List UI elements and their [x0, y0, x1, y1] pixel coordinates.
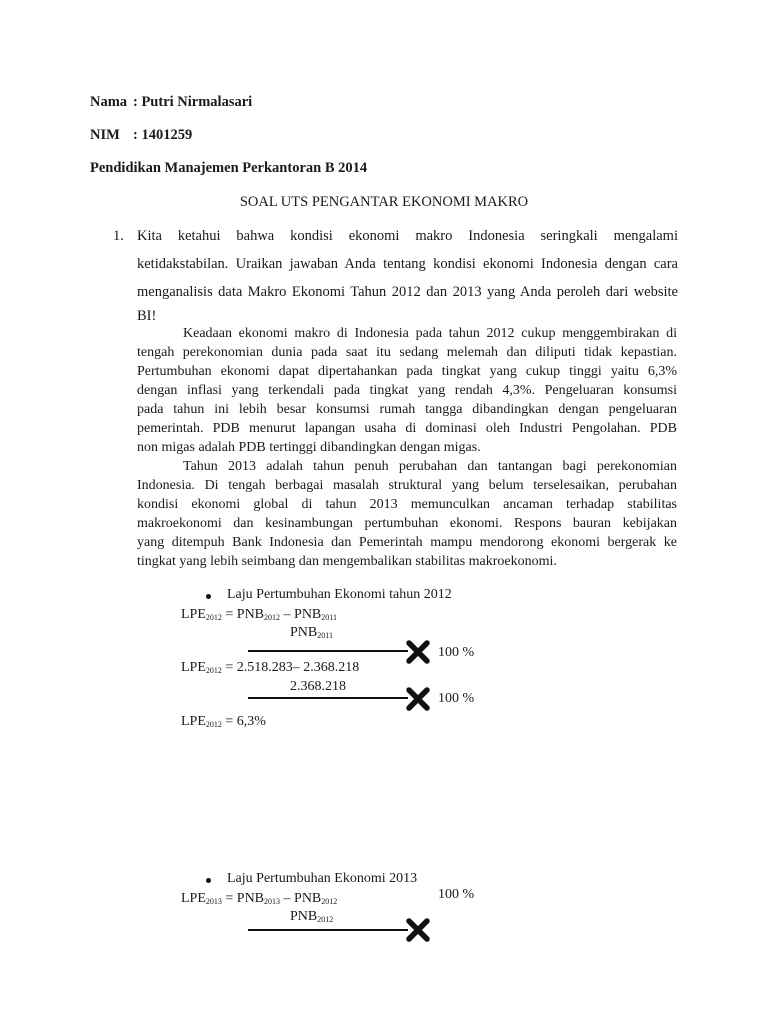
fraction-line — [248, 697, 408, 699]
paragraph-line: pemerintah. PDB menurut lapangan usaha di dominasi oleh Industri Pengolahan. PDB — [137, 421, 677, 436]
bullet-heading-2012: Laju Pertumbuhan Ekonomi tahun 2012 — [227, 587, 452, 602]
percent-label: 100 % — [438, 645, 475, 660]
formula-2012-values: $LPE_{2012} = 2.518.283-$ 2.368.218 — [181, 660, 360, 675]
formula-2012-result: $LPE_{2012} = 6,3\%$ — [181, 714, 266, 729]
question-line: Kita ketahui bahwa kondisi ekonomi makro Indonesia seringkali mengalami — [137, 228, 678, 244]
multiply-x-icon — [406, 918, 430, 942]
question-line: BI! — [137, 308, 157, 324]
paragraph-line: Indonesia. Di tengah berbagai masalah struktural yang belum terselesaikan, perubahan — [137, 478, 677, 493]
bullet-dot — [206, 878, 211, 883]
fraction-line — [248, 650, 408, 652]
bullet-dot — [206, 594, 211, 599]
paragraph-line: yang ditempuh Bank Indonesia dan Pemerintah mampu mendorong ekonomi bergerak ke — [137, 535, 677, 550]
paragraph-line: kondisi ekonomi global di tahun 2013 memunculkan ancaman terhadap stabilitas — [137, 497, 677, 512]
program-line: Pendidikan Manajemen Perkantoran B 2014 — [90, 160, 368, 176]
question-number: 1. — [113, 228, 124, 244]
percent-label: 100 % — [438, 691, 475, 706]
paragraph-line: makroekonomi dan kesinambungan pertumbuhan ekonomi. Respons bauran kebijakan — [137, 516, 677, 531]
question-line: menganalisis data Makro Ekonomi Tahun 2012 dan 2013 yang Anda peroleh dari website — [137, 284, 678, 300]
nim-label: NIM — [90, 127, 120, 143]
formula-2013-numerator: $LPE_{2013} = PNB_{2013} - PNB_{2012}$ — [181, 891, 338, 906]
paragraph-line: tingkat yang lebih seimbang dan mengembalikan stabilitas makroekonomi. — [137, 554, 557, 569]
formula-2012-denominator: $PNB_{2011}$ — [290, 625, 333, 640]
bullet-heading-2013: Laju Pertumbuhan Ekonomi 2013 — [227, 871, 418, 886]
paragraph-line: Pertumbuhan ekonomi dapat dipertahankan pada tingkat yang cukup tinggi yaitu 6,3% — [137, 364, 677, 379]
paragraph-line: Tahun 2013 adalah tahun penuh perubahan dan tantangan bagi perekonomian — [183, 459, 677, 474]
paragraph-line: non migas adalah PDB tertinggi dibandingkan dengan migas. — [137, 440, 481, 455]
paragraph-line: pada tahun ini lebih besar konsumsi rumah tangga dibandingkan dengan pengeluaran — [137, 402, 677, 417]
paragraph-line: dengan inflasi yang terkendali pada tingkat yang rendah 4,3%. Pengeluaran konsumsi — [137, 383, 677, 398]
name-value: : Putri Nirmalasari — [133, 94, 253, 110]
formula-2012-numerator: $LPE_{2012} = PNB_{2012} - PNB_{2011}$ — [181, 607, 337, 622]
question-line: ketidakstabilan. Uraikan jawaban Anda tentang kondisi ekonomi Indonesia dengan cara — [137, 256, 678, 272]
paragraph-line: tengah perekonomian dunia pada saat itu sedang melemah dan diliputi tidak kepastian. — [137, 345, 677, 360]
percent-label: 100 % — [438, 887, 475, 902]
multiply-x-icon — [406, 687, 430, 711]
paragraph-line: Keadaan ekonomi makro di Indonesia pada tahun 2012 cukup menggembirakan di — [183, 326, 677, 341]
multiply-x-icon — [406, 640, 430, 664]
nim-value: : 1401259 — [133, 127, 193, 143]
fraction-line — [248, 929, 408, 931]
formula-2012-denominator-value: 2.368.218 — [290, 679, 346, 694]
name-label: Nama — [90, 94, 128, 110]
formula-2013-denominator: $PNB_{2012}$ — [290, 909, 334, 924]
document-title: SOAL UTS PENGANTAR EKONOMI MAKRO — [239, 194, 529, 210]
